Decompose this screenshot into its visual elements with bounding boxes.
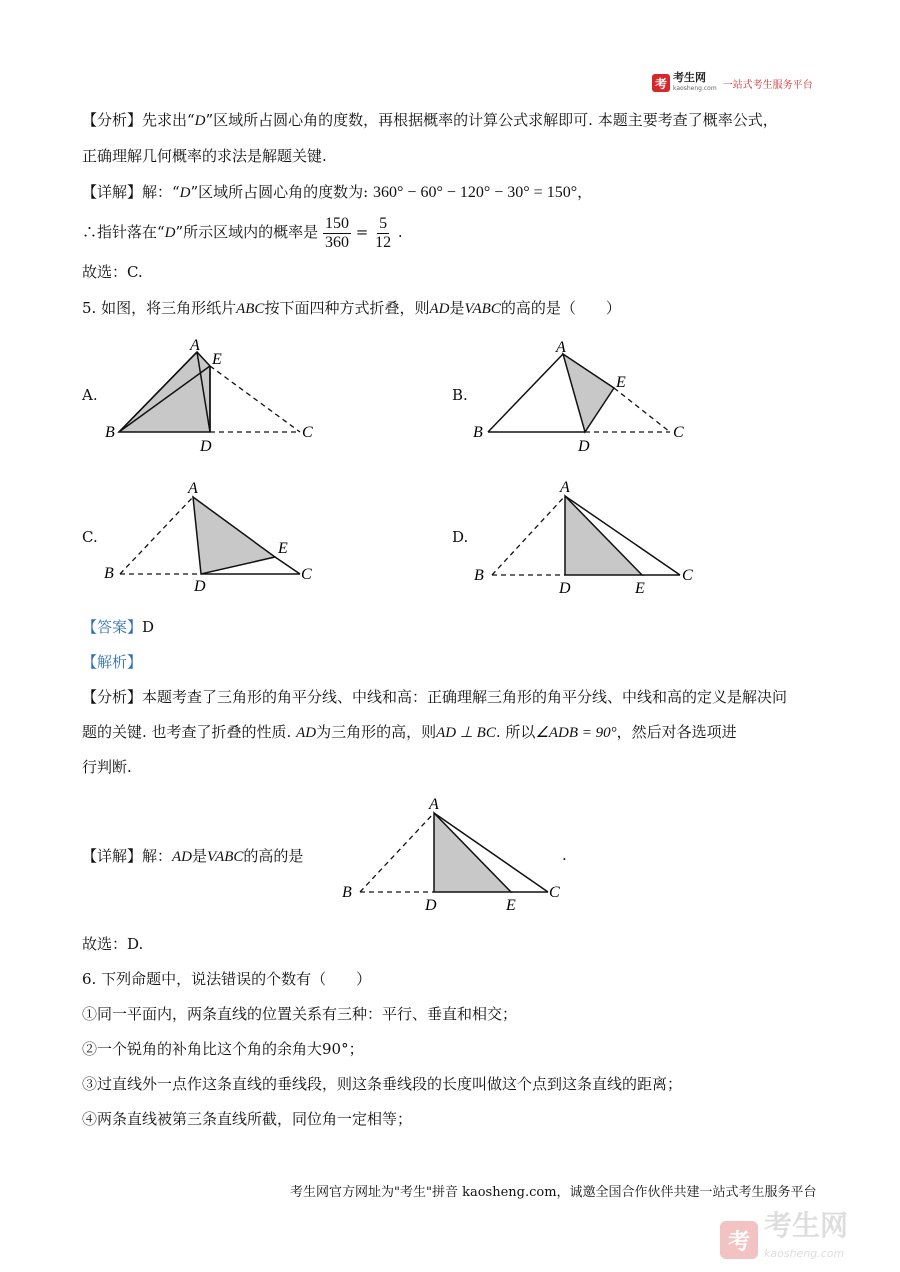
q6-item-3: ③过直线外一点作这条直线的垂线段，则这条垂线段的长度叫做这个点到这条直线的距离； [82,1075,683,1093]
header-logo [652,72,813,94]
label-d: D [578,438,590,455]
logo-icon: 考 [652,74,670,92]
q4-choice: 故选：C. [82,263,143,281]
q4-detail: 【详解】解：“D”区域所占圆心角的度数为: 360° − 60° − 120° − 30° = 150°， [82,183,593,201]
page-footer: 考生网官方网址为"考生"拼音 kaosheng.com，诚邀全国合作伙伴共建一站式考生服务平台 [290,1185,817,1200]
fraction-150-360: $\frac{150}{360}$ [324,214,349,251]
option-d-label: D. [452,528,469,546]
q5-analysis-line1: 【分析】本题考查了三角形的角平分线、中线和高：正确理解三角形的角平分线、中线和高的定义是解决问 [82,688,788,706]
label-d: D [194,578,206,595]
option-c-label: C. [82,528,98,546]
segment-ec [275,557,300,574]
segment-ab [488,354,563,432]
label-e: E [212,351,222,368]
logo-name: 考生网 [673,71,706,84]
figure-option-a [100,335,330,455]
label-b: B [342,884,352,901]
q5-answer: 【答案】D [82,618,155,636]
label-b: B [473,424,483,441]
label-c: C [301,566,312,583]
watermark-icon: 考 [720,1221,758,1259]
fold-shaded-region [565,496,642,575]
figure-option-c [100,478,330,596]
watermark-domain: kaosheng.com [764,1247,845,1260]
q4-analysis-line2: 正确理解几何概率的求法是解题关键. [82,147,327,165]
label-e: E [635,580,645,596]
q6-item-4: ④两条直线被第三条直线所截，同位角一定相等； [82,1110,413,1128]
label-e: E [616,374,626,391]
q6-item-2: ②一个锐角的补角比这个角的余角大90°； [82,1040,364,1058]
label-c: C [682,567,693,584]
label-a: A [190,337,200,354]
label-b: B [104,565,114,582]
label-a: A [560,479,570,496]
option-b-label: B. [452,386,468,404]
label-c: C [549,884,560,901]
q4-probability: ∴指针落在“D”所示区域内的概率是 $\frac{150}{360}$ = $\frac{5}{12}$ . [82,214,403,251]
figure-option-b [470,335,700,455]
option-a-label: A. [82,386,98,404]
watermark-logo [720,1209,849,1268]
fold-shaded-region [119,352,210,432]
detail-period: . [562,846,567,864]
figure-option-d [470,476,700,596]
dashed-ab [120,497,193,574]
answer-value: D [142,618,155,636]
header-slogan: 一站式考生服务平台 [722,79,813,91]
label-b: B [105,424,115,441]
label-d: D [559,580,571,596]
label-e: E [278,540,288,557]
fraction-5-12: $\frac{5}{12}$ [375,214,392,251]
label-c: C [673,424,684,441]
dashed-ec [614,388,670,432]
q5-choice: 故选：D. [82,935,144,953]
figure-detail [338,792,578,917]
fold-shaded-region [434,813,511,892]
label-d: D [425,897,437,914]
fold-shaded-region [193,497,275,574]
q5-analysis-line2: 题的关键. 也考查了折叠的性质. AD为三角形的高，则AD ⊥ BC. 所以∠ADB = 90°，然后对各选项进 [82,723,737,741]
watermark-name: 考生网 [764,1209,849,1242]
dashed-ec [210,366,300,432]
q6-item-1: ①同一平面内，两条直线的位置关系有三种：平行、垂直和相交； [82,1005,518,1023]
label-c: C [302,424,313,441]
q5-detail: 【详解】解：AD是VABC的高的是 [82,847,304,865]
dashed-ab [360,813,434,892]
label-d: D [200,438,212,455]
label-b: B [474,567,484,584]
label-e: E [506,897,516,914]
fold-shaded-region [563,354,614,432]
dashed-ab [492,496,565,575]
logo-domain: kaosheng.com [673,85,717,92]
q5-stem: 5. 如图，将三角形纸片ABC按下面四种方式折叠，则AD是VABC的高的是（ ） [82,299,621,317]
q4-analysis: 【分析】先求出“D”区域所占圆心角的度数，再根据概率的计算公式求解即可. 本题主要考查了概率公式， [82,111,778,129]
q5-analysis-line3: 行判断. [82,758,132,776]
label-a: A [429,796,439,813]
q5-jiexi-tag: 【解析】 [82,653,143,671]
label-a: A [188,480,198,497]
label-a: A [556,339,566,356]
q6-stem: 6. 下列命题中，说法错误的个数有（ ） [82,970,372,988]
